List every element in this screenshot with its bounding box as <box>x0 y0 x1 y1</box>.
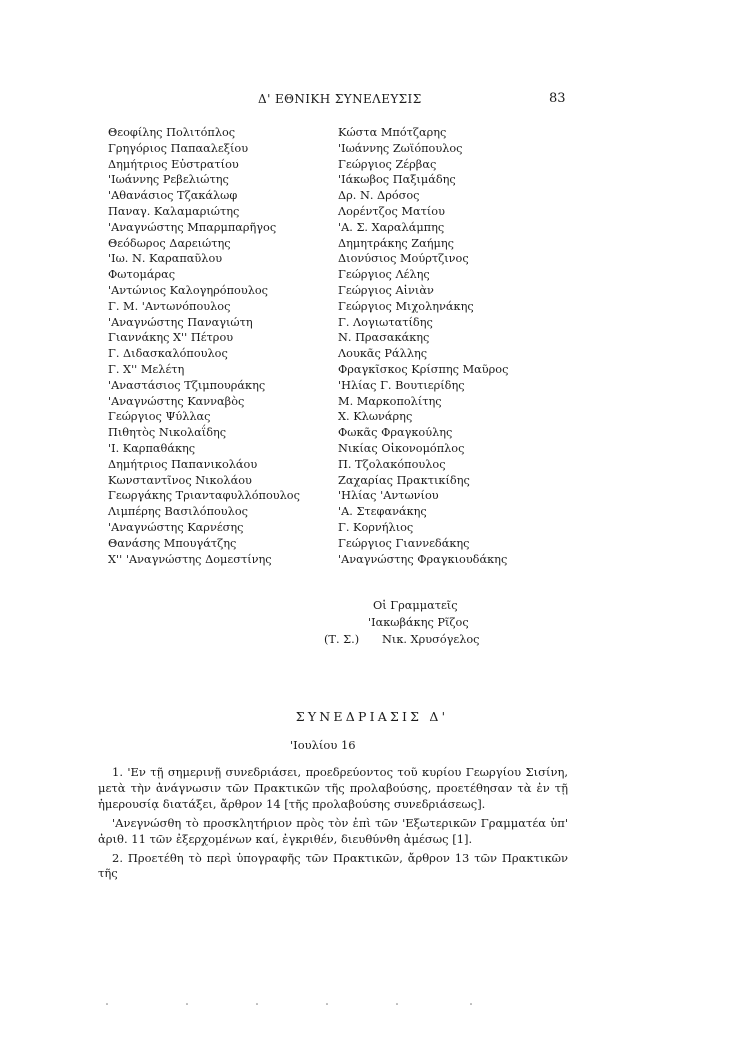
list-item: 'Αναγνώστης Παναγιώτη <box>108 315 253 329</box>
list-item: Π. Τζολακόπουλος <box>338 457 446 471</box>
list-item: Δημητράκης Ζαήμης <box>338 236 454 250</box>
list-item: Λιμπέρης Βασιλόπουλος <box>108 505 248 519</box>
list-item: 'Ιω. Ν. Καραπαῦλου <box>108 252 223 266</box>
list-item: Γεώργιος Λέλης <box>338 268 430 282</box>
list-item: Νικίας Οἰκονομόπλος <box>338 441 465 455</box>
list-item: 'Ηλίας 'Αντωνίου <box>338 489 439 503</box>
list-item: Κωνσταντῖνος Νικολάου <box>108 473 252 487</box>
list-item: Ν. Πρασακάκης <box>338 331 430 345</box>
list-item: 'Ιωάννης Ρεβελιώτης <box>108 173 229 187</box>
list-item: Φωτομάρας <box>108 268 176 282</box>
list-item: Γ. Μ. 'Αντωνόπουλος <box>108 299 231 313</box>
list-item: Διονύσιος Μούρτζινος <box>338 252 469 266</box>
list-item: 'Α. Στεφανάκης <box>338 505 427 519</box>
list-item: Γρηγόριος Παπααλεξίου <box>108 141 249 155</box>
list-item: Κώστα Μπότζαρης <box>338 126 447 139</box>
list-item: 'Ιωάννης Ζωϊόπουλος <box>338 141 463 155</box>
list-item: 'Αναγνώστης Μπαρμπαρῆγος <box>108 220 277 234</box>
list-item: Γεώργιος Γιαννεδάκης <box>338 536 470 550</box>
secretary-name: 'Ιακωβάκης Ρῖζος <box>368 616 469 629</box>
list-item: Ζαχαρίας Πρακτικίδης <box>338 473 470 487</box>
list-item: Γ. Διδασκαλόπουλος <box>108 347 228 361</box>
list-item: Δημήτριος Εὐστρατίου <box>108 157 239 171</box>
minutes-body <box>98 765 568 885</box>
secretaries-title: Οἱ Γραμματεῖς <box>373 599 458 612</box>
signatory-list-right <box>338 125 508 567</box>
list-item: Γεώργιος Ψύλλας <box>108 410 211 424</box>
page-number: 83 <box>549 91 566 106</box>
list-item: Φραγκῖσκος Κρίσπης Μαῦρος <box>338 362 509 376</box>
list-item: 'Αναγνώστης Κανναβὸς <box>108 394 245 408</box>
list-item: 'Αναστάσιος Τζιμπουράκης <box>108 378 266 392</box>
list-item: 'Ηλίας Γ. Βουτιερίδης <box>338 378 465 392</box>
list-item: Γεώργιος Ζέρβας <box>338 157 437 171</box>
list-item: Θεόδωρος Δαρειώτης <box>108 236 231 250</box>
secretaries-signature-block <box>318 597 498 648</box>
list-item: Θεοφίλης Πολιτόπλος <box>108 126 236 139</box>
list-item: 'Αναγνώστης Καρνέσης <box>108 520 244 534</box>
signatory-list-left <box>108 125 300 567</box>
list-item: Πιθητὸς Νικολαΐδης <box>108 426 227 440</box>
list-item: 'Αναγνώστης Φραγκιουδάκης <box>338 552 508 566</box>
list-item: Φωκᾶς Φραγκούλης <box>338 426 453 440</box>
seal-mark: (Τ. Σ.) <box>324 633 360 646</box>
list-item: Γ. Λογιωτατίδης <box>338 315 433 329</box>
list-item: Μ. Μαρκοπολίτης <box>338 394 442 408</box>
list-item: 'Ι. Καρπαθάκης <box>108 441 196 455</box>
running-header: Δ' ΕΘΝΙΚΗ ΣΥΝΕΛΕΥΣΙΣ <box>258 92 422 106</box>
list-item: Γ. Κορνήλιος <box>338 520 414 534</box>
list-item: Δρ. Ν. Δρόσος <box>338 189 420 203</box>
list-item: Γιαννάκης Χ'' Πέτρου <box>108 331 234 345</box>
list-item: Χ. Κλωνάρης <box>338 410 413 424</box>
list-item: Γ. Χ'' Μελέτη <box>108 362 185 376</box>
list-item: 'Α. Σ. Χαραλάμπης <box>338 220 445 234</box>
secretary-name: Νικ. Χρυσόγελος <box>382 633 480 646</box>
session-heading: ΣΥΝΕΔΡΙΑΣΙΣ Δ' <box>295 709 449 724</box>
paragraph: 1. 'Εν τῇ σημερινῇ συνεδριάσει, προεδρεύοντος τοῦ κυρίου Γεωργίου Σισίνη, μετὰ τὴν ἀνάγνωσιν τῶν Πρακτικῶν τῆς προλαβούσης, προετέθησαν τὰ ἐν τῇ ἡμερουσίᾳ διατάξει, ἄρθρον 14 [τῆς προλαβούσης συνεδριάσεως]. <box>98 765 568 811</box>
list-item: Θανάσης Μπουγάτζης <box>108 536 237 550</box>
paragraph: 'Ανεγνώσθη τὸ προσκλητήριον πρὸς τὸν ἐπὶ τῶν 'Εξωτερικῶν Γραμματέα ὑπ' ἀριθ. 11 τῶν ἐξερχομένων καί, ἐγκριθέν, διευθύνθη ἀμέσως [1]. <box>98 815 568 846</box>
list-item: Λορέντζος Ματίου <box>338 204 445 218</box>
list-item: 'Ιάκωβος Παξιμάδης <box>338 173 456 187</box>
session-date: 'Ιουλίου 16 <box>290 738 356 752</box>
list-item: 'Αντώνιος Καλογηρόπουλος <box>108 283 268 297</box>
list-item: Δημήτριος Παπανικολάου <box>108 457 258 471</box>
paragraph: 2. Προετέθη τὸ περὶ ὑπογραφῆς τῶν Πρακτικῶν, ἄρθρον 13 τῶν Πρακτικῶν τῆς <box>98 850 568 881</box>
list-item: Γεωργάκης Τριανταφυλλόπουλος <box>108 489 300 503</box>
list-item: Παναγ. Καλαμαριώτης <box>108 204 240 218</box>
list-item: Γεώργιος Αἰνιὰν <box>338 283 434 297</box>
list-item: 'Αθανάσιος Τζακάλωφ <box>108 189 238 203</box>
list-item: Χ'' 'Αναγνώστης Δομεστίνης <box>108 552 272 566</box>
list-item: Γεώργιος Μιχοληνάκης <box>338 299 474 313</box>
print-specks <box>105 1002 565 1006</box>
list-item: Λουκᾶς Ράλλης <box>338 347 428 361</box>
